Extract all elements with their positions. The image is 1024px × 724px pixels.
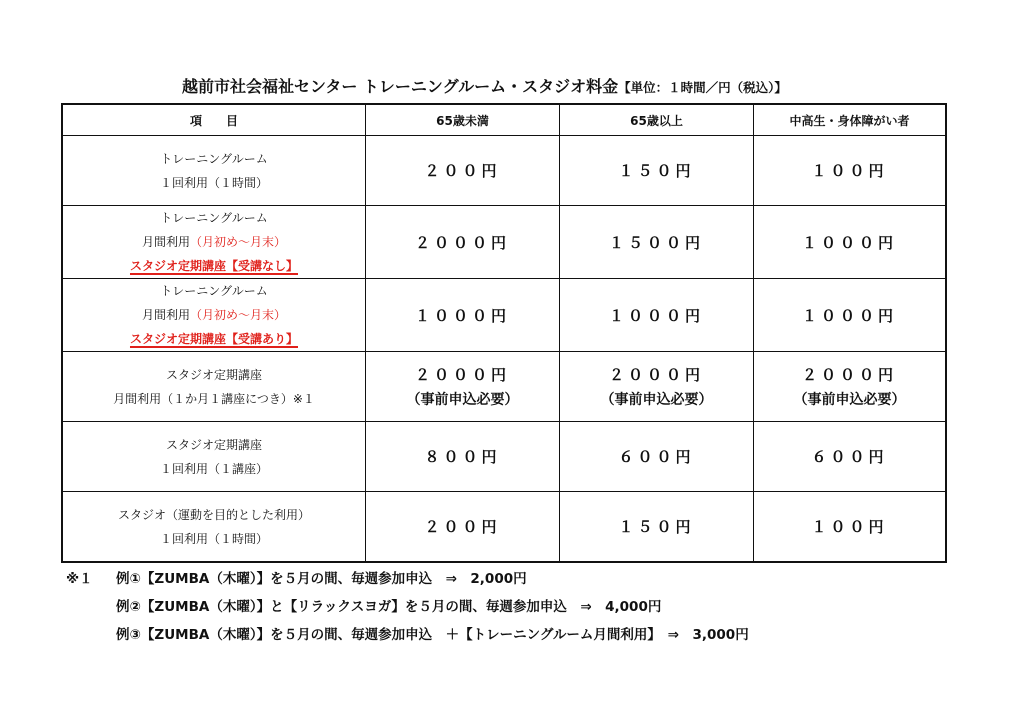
price-cell (754, 352, 947, 422)
price-cell (366, 422, 560, 492)
price-cell (754, 279, 947, 352)
price-value: １００円 (811, 162, 888, 180)
item-line (63, 527, 365, 551)
table-row (62, 422, 946, 492)
price-cell (560, 206, 754, 279)
price-value: ２０００円 (414, 233, 510, 252)
item-line (63, 327, 365, 351)
item-text: １回利用（１時間） (159, 531, 268, 546)
item-line (63, 503, 365, 527)
price-cell (366, 352, 560, 422)
title-main: 越前市社会福祉センター トレーニングルーム・スタジオ料金 (182, 77, 619, 96)
price-value: １５０円 (618, 518, 695, 536)
price-cell (754, 206, 947, 279)
item-text: トレーニングルーム (160, 151, 268, 166)
item-cell (62, 136, 366, 206)
item-line (63, 254, 365, 278)
price-note: （事前申込必要） (600, 392, 713, 408)
item-text: スタジオ定期講座 (165, 437, 262, 452)
item-line (63, 363, 365, 387)
item-text: 月間利用 (141, 235, 190, 249)
price-cell (560, 492, 754, 563)
price-note: （事前申込必要） (793, 392, 906, 408)
price-value: １５００円 (608, 233, 704, 252)
note-example-3: 例③【ZUMBA（木曜）】を５月の間、毎週参加申込 ＋【トレーニングルーム月間利用】 ⇒ 3,000円 (116, 627, 749, 643)
page-title (182, 74, 942, 97)
item-line (63, 230, 365, 254)
table-row (62, 352, 946, 422)
price-cell (560, 136, 754, 206)
price-cell (560, 352, 754, 422)
header-students-disabled: 中高生・身体障がい者 (754, 104, 947, 136)
item-text: 月間利用（１か月１講座につき）※１ (113, 391, 315, 406)
price-value: ２０００円 (801, 366, 897, 384)
price-cell (366, 136, 560, 206)
table-row (62, 206, 946, 279)
item-line (63, 303, 365, 327)
price-cell (366, 206, 560, 279)
table-row (62, 279, 946, 352)
price-value: １５０円 (618, 162, 695, 180)
price-cell (366, 279, 560, 352)
price-cell (754, 492, 947, 563)
price-value: １０００円 (801, 233, 897, 252)
note-example-1: 例①【ZUMBA（木曜）】を５月の間、毎週参加申込 ⇒ 2,000円 (116, 571, 527, 587)
item-line (63, 147, 365, 171)
price-cell (754, 422, 947, 492)
price-value: １０００円 (801, 306, 897, 325)
item-cell (62, 279, 366, 352)
header-item: 項 目 (62, 104, 366, 136)
note-line (66, 568, 966, 596)
table-header-row (62, 104, 946, 136)
item-text: １回利用（１講座） (159, 461, 268, 476)
title-unit: 【単位：１時間／円（税込）】 (618, 80, 787, 95)
header-65-plus: 65歳以上 (560, 104, 754, 136)
price-value: ６００円 (618, 448, 695, 466)
price-value: ２００円 (424, 162, 501, 180)
price-note: （事前申込必要） (406, 392, 519, 408)
item-cell (62, 422, 366, 492)
price-cell (560, 279, 754, 352)
item-line (63, 433, 365, 457)
price-value: １０００円 (608, 306, 704, 325)
note-line (66, 624, 966, 652)
item-line (63, 171, 365, 195)
item-cell (62, 206, 366, 279)
price-value: １０００円 (414, 306, 510, 325)
item-text: スタジオ（運動を目的とした利用） (117, 507, 310, 522)
price-value: １００円 (811, 518, 888, 536)
item-text-period: （月初め～月末） (190, 235, 287, 249)
note-mark: ※１ (66, 571, 93, 587)
price-value: ６００円 (811, 448, 888, 466)
price-cell (366, 492, 560, 563)
item-text-period: （月初め～月末） (190, 308, 287, 322)
header-under-65: 65歳未満 (366, 104, 560, 136)
note-line (66, 596, 966, 624)
price-value: ２０００円 (414, 366, 510, 384)
item-text: スタジオ定期講座 (165, 367, 262, 382)
note-example-2: 例②【ZUMBA（木曜）】と【リラックスヨガ】を５月の間、毎週参加申込 ⇒ 4,000円 (116, 599, 662, 615)
fee-table-body (62, 136, 946, 563)
item-text: スタジオ定期講座【受講あり】 (129, 332, 298, 346)
fee-table (61, 103, 947, 563)
table-row (62, 492, 946, 563)
price-cell (754, 136, 947, 206)
price-value: ８００円 (424, 448, 501, 466)
item-line (63, 279, 365, 303)
notes (66, 568, 966, 652)
item-line (63, 387, 365, 411)
item-text: １回利用（１時間） (159, 175, 268, 190)
item-text: スタジオ定期講座【受講なし】 (129, 259, 298, 273)
item-cell (62, 492, 366, 563)
item-text: トレーニングルーム (160, 211, 268, 225)
item-line (63, 457, 365, 481)
item-text: トレーニングルーム (160, 284, 268, 298)
price-cell (560, 422, 754, 492)
price-value: ２００円 (424, 518, 501, 536)
item-text: 月間利用 (141, 308, 190, 322)
item-cell (62, 352, 366, 422)
item-line (63, 206, 365, 230)
price-value: ２０００円 (608, 366, 704, 384)
table-row (62, 136, 946, 206)
